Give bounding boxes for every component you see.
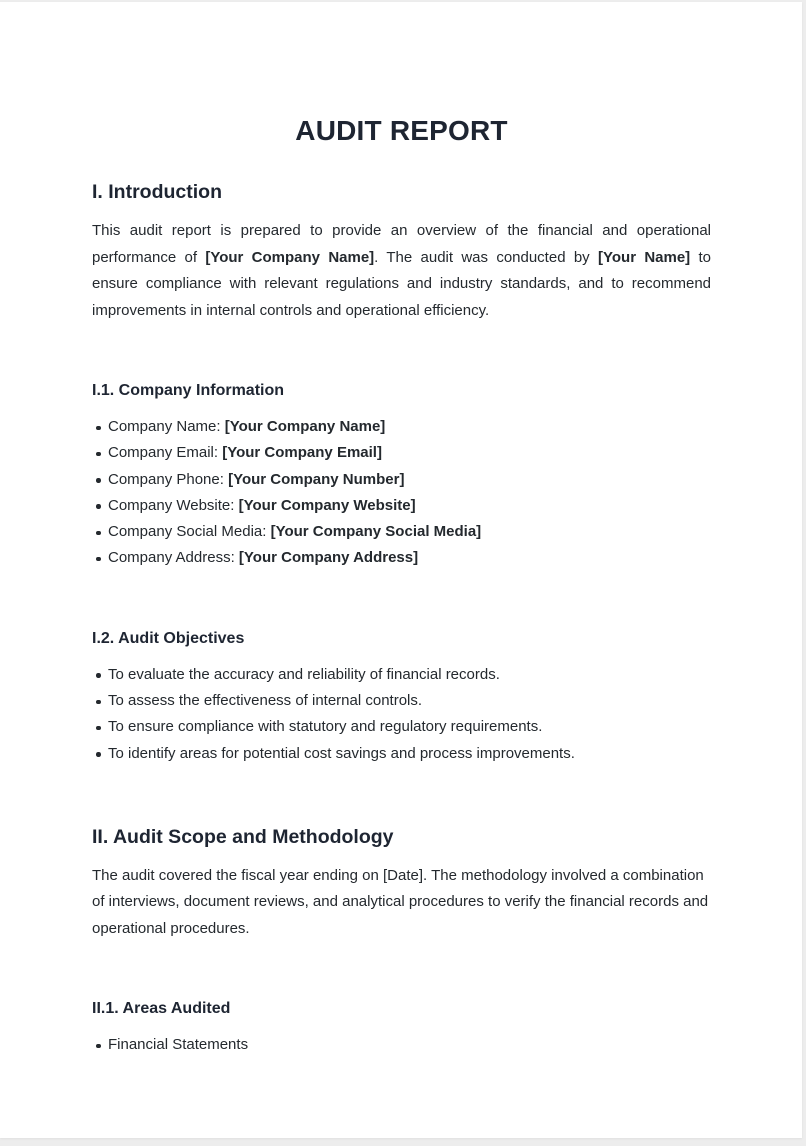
list-item-company-name [108, 414, 711, 440]
intro-text-3: to ensure compliance with relevant regulations and industry standards, and to recommend improvements in internal controls and operational efficiency. [92, 248, 711, 319]
document-title: AUDIT REPORT [295, 115, 508, 146]
document-page [0, 2, 802, 1138]
objective-item: To evaluate the accuracy and reliability of financial records. [108, 662, 711, 688]
item-value: [Your Company Email] [222, 444, 382, 462]
intro-text-2: . The audit was conducted by [374, 248, 598, 266]
subsection-company-information-heading: I.1. Company Information [92, 382, 285, 399]
list-item-company-website [108, 493, 711, 519]
list-item-company-social-media [108, 519, 711, 545]
auditor-name-placeholder: [Your Name] [597, 248, 691, 266]
item-value: [Your Company Name] [224, 418, 386, 435]
list-item-company-email [108, 440, 711, 466]
item-label: Company Phone: [108, 470, 229, 488]
company-name-placeholder: [Your Company Name] [205, 248, 375, 266]
item-label: Company Name: [108, 418, 225, 435]
list-item-company-phone [108, 467, 711, 493]
objective-item: To identify areas for potential cost savings and process improvements. [108, 741, 711, 767]
intro-text-1: This audit report is prepared to provide an overview of the financial and operational performance of [92, 222, 711, 266]
item-label: Company Email: [108, 444, 223, 462]
areas-audited-list [92, 1032, 711, 1058]
list-item-company-address [108, 545, 711, 571]
item-label: Company Social Media: [108, 523, 271, 541]
section-introduction-heading: I. Introduction [92, 181, 222, 203]
item-label: Company Website: [108, 496, 239, 514]
audit-objectives-list [92, 662, 711, 767]
scope-methodology-paragraph: The audit covered the fiscal year ending on [Date]. The methodology involved a combination of interviews, document reviews, and analytical procedures to verify the financial records and operational procedures. [92, 866, 709, 937]
area-item: Financial Statements [108, 1032, 711, 1058]
company-information-list [92, 414, 711, 572]
item-label: Company Address: [108, 549, 239, 567]
section-scope-methodology-heading: II. Audit Scope and Methodology [92, 825, 394, 848]
objective-item: To ensure compliance with statutory and regulatory requirements. [108, 714, 711, 740]
item-value: [Your Company Website] [238, 496, 416, 514]
item-value: [Your Company Number] [228, 470, 405, 488]
subsection-audit-objectives-heading: I.2. Audit Objectives [92, 629, 245, 647]
introduction-paragraph [92, 218, 711, 324]
subsection-areas-audited-heading: II.1. Areas Audited [92, 1000, 231, 1018]
item-value: [Your Company Social Media] [270, 523, 482, 541]
item-value: [Your Company Address] [238, 549, 419, 567]
objective-item: To assess the effectiveness of internal controls. [108, 688, 711, 714]
